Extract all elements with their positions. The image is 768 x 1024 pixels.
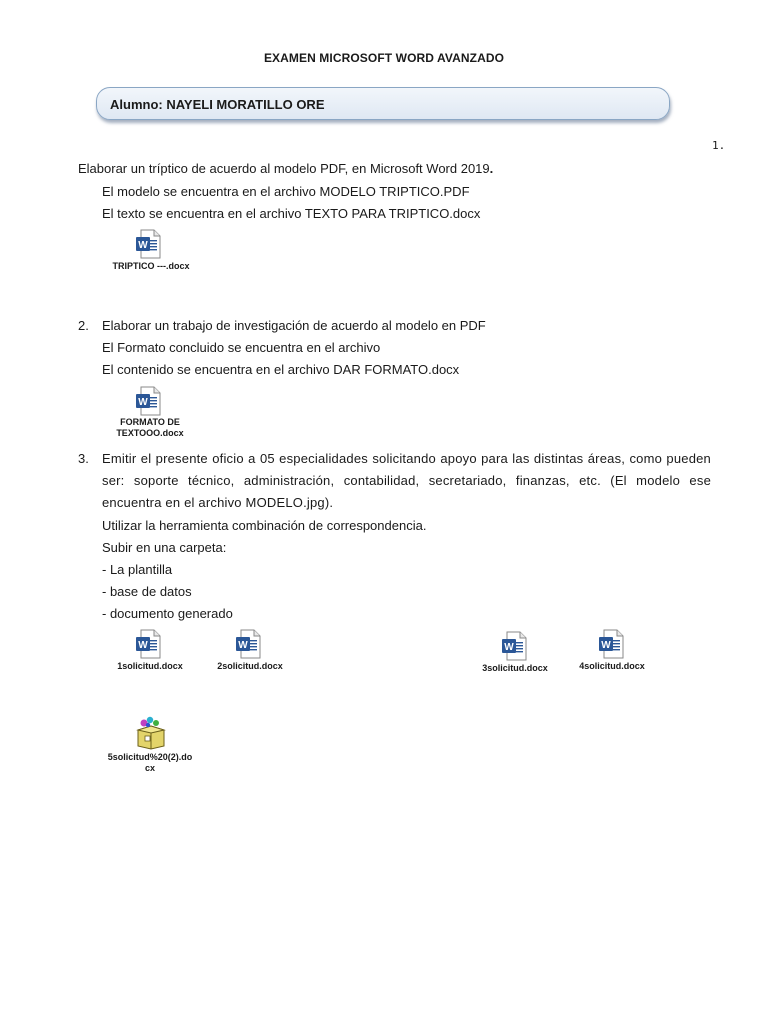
student-name: Alumno: NAYELI MORATILLO ORE xyxy=(110,97,325,112)
file-solicitud-2[interactable]: 2solicitud.docx xyxy=(217,661,283,671)
document-title: EXAMEN MICROSOFT WORD AVANZADO xyxy=(263,51,505,65)
q2-text: Elaborar un trabajo de investigación de acuerdo al modelo en PDF xyxy=(102,318,486,333)
q3-number: 3. xyxy=(78,451,89,466)
q1-line2: El texto se encuentra en el archivo TEXTO PARA TRIPTICO.docx xyxy=(102,206,481,221)
q2-number: 2. xyxy=(78,318,89,333)
q1-line1: El modelo se encuentra en el archivo MODELO TRIPTICO.PDF xyxy=(102,184,470,199)
file-package-line2: cx xyxy=(144,763,155,773)
file-solicitud-3[interactable]: 3solicitud.docx xyxy=(482,663,548,673)
file-package[interactable] xyxy=(95,752,205,774)
package-icon[interactable] xyxy=(135,716,167,750)
word-doc-icon[interactable] xyxy=(501,631,527,661)
word-doc-icon[interactable] xyxy=(135,629,161,659)
word-doc-icon[interactable] xyxy=(235,629,261,659)
word-doc-icon[interactable] xyxy=(135,386,161,416)
file-formato-line2: TEXTOOO.docx xyxy=(116,428,184,438)
q3-bullet3: - documento generado xyxy=(102,606,233,621)
file-solicitud-4[interactable]: 4solicitud.docx xyxy=(579,661,645,671)
q3-bullet1: - La plantilla xyxy=(102,562,173,577)
q1-text xyxy=(78,161,493,177)
file-triptico[interactable]: TRIPTICO ---.docx xyxy=(112,261,190,271)
q1-dot: . xyxy=(489,161,494,176)
word-doc-icon[interactable] xyxy=(598,629,624,659)
q3-text: Emitir el presente oficio a 05 especialidades solicitando apoyo para las distintas áreas, como pueden ser: soporte técnico, administración, contabilidad, secretariado, finanzas, etc. (El modelo ese encuentra en el archivo MODELO.jpg). xyxy=(102,451,711,510)
file-formato-line1: FORMATO DE xyxy=(120,417,180,427)
word-doc-icon[interactable] xyxy=(135,229,161,259)
q3-bullet2: - base de datos xyxy=(102,584,192,599)
file-package-line1: 5solicitud%20(2).do xyxy=(107,752,193,762)
page-marker: 1. xyxy=(712,139,726,152)
q1-text-main: Elaborar un tríptico de acuerdo al modelo PDF, en Microsoft Word 2019 xyxy=(78,161,490,176)
q3-line2: Subir en una carpeta: xyxy=(102,540,227,555)
file-formato[interactable] xyxy=(95,417,205,439)
student-name-box xyxy=(96,87,670,120)
q2-line1: El Formato concluido se encuentra en el archivo xyxy=(102,340,381,355)
q2-line2: El contenido se encuentra en el archivo DAR FORMATO.docx xyxy=(102,362,460,377)
file-solicitud-1[interactable]: 1solicitud.docx xyxy=(117,661,183,671)
q3-line1: Utilizar la herramienta combinación de correspondencia. xyxy=(102,518,427,533)
